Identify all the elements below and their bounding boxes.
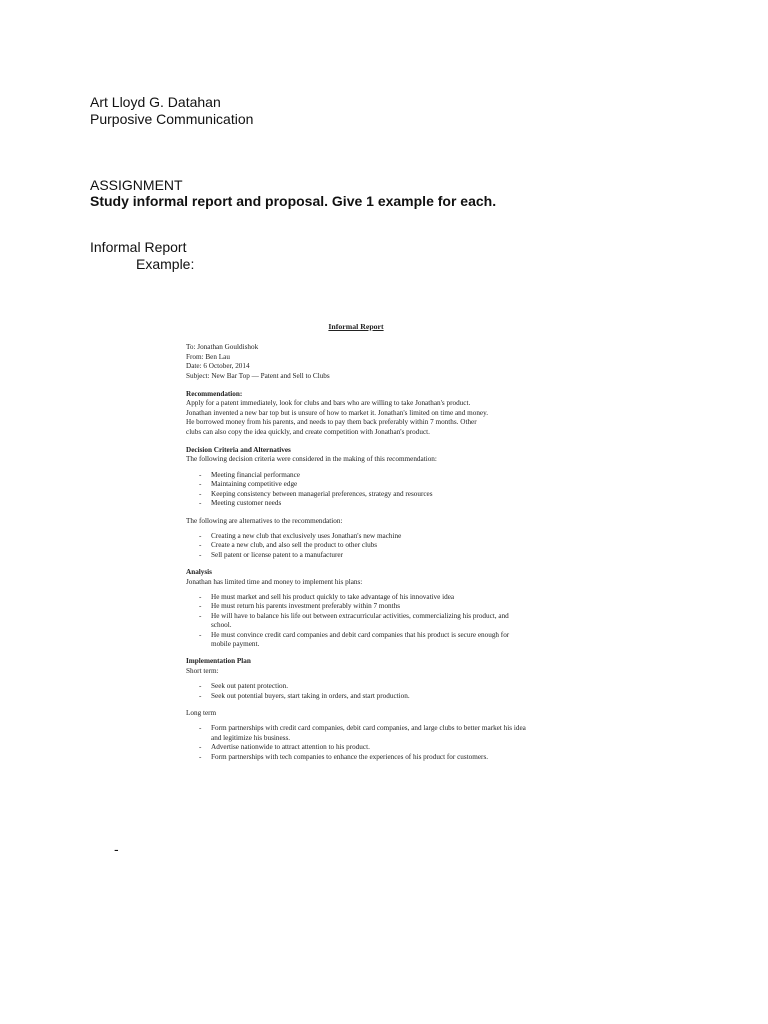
- list-item: - Meeting customer needs: [186, 499, 526, 508]
- analysis-heading: Analysis: [186, 568, 212, 577]
- list-item: - He will have to balance his life out between extracurricular activities, commercializing his product, and school.: [186, 612, 526, 631]
- long-term-list: [186, 724, 526, 762]
- alternatives-intro: The following are alternatives to the recommendation:: [186, 516, 343, 525]
- assignment-label: ASSIGNMENT: [90, 177, 183, 193]
- recommendation-line: He borrowed money from his parents, and needs to pay them back preferably within 7 months. Other: [186, 418, 477, 427]
- list-item: - He must market and sell his product quickly to take advantage of his innovative idea: [186, 593, 526, 602]
- embedded-report-image: [186, 322, 526, 770]
- assignment-task: Study informal report and proposal. Give 1 example for each.: [90, 193, 497, 209]
- memo-from: From: Ben Lau: [186, 352, 230, 361]
- list-item: - Advertise nationwide to attract attention to his product.: [186, 743, 526, 752]
- section-title: Informal Report: [90, 239, 187, 255]
- implementation-section: [186, 657, 526, 762]
- memo-header: [186, 343, 526, 381]
- recommendation-line: Jonathan invented a new bar top but is unsure of how to market it. Jonathan's limited on time and money.: [186, 408, 489, 417]
- memo-date: Date: 6 October, 2014: [186, 362, 250, 371]
- recommendation-line: Apply for a patent immediately, look for clubs and bars who are willing to take Jonathan's product.: [186, 399, 471, 408]
- analysis-intro: Jonathan has limited time and money to implement his plans:: [186, 577, 363, 586]
- short-term-label: Short term:: [186, 666, 219, 675]
- course-name: Purposive Communication: [90, 111, 254, 127]
- list-item: - He must return his parents investment preferably within 7 months: [186, 602, 526, 611]
- criteria-heading: Decision Criteria and Alternatives: [186, 446, 291, 455]
- list-item: - Meeting financial performance: [186, 471, 526, 480]
- list-item: - Maintaining competitive edge: [186, 480, 526, 489]
- list-item: - Seek out potential buyers, start taking in orders, and start production.: [186, 692, 526, 701]
- memo-subject: Subject: New Bar Top — Patent and Sell to Clubs: [186, 371, 330, 380]
- long-term-label: Long term: [186, 709, 217, 717]
- implementation-heading: Implementation Plan: [186, 657, 251, 666]
- recommendation-section: [186, 390, 526, 437]
- recommendation-line: clubs can also copy the idea quickly, and create competition with Jonathan's product.: [186, 427, 430, 436]
- criteria-intro: The following decision criteria were considered in the making of this recommendation:: [186, 455, 437, 464]
- analysis-section: [186, 568, 526, 649]
- list-item: - Keeping consistency between managerial preferences, strategy and resources: [186, 490, 526, 499]
- analysis-list: [186, 593, 526, 649]
- recommendation-heading: Recommendation:: [186, 390, 243, 399]
- list-item: - Creating a new club that exclusively uses Jonathan's new machine: [186, 532, 526, 541]
- short-term-list: [186, 682, 526, 701]
- memo-to: To: Jonathan Gouldishok: [186, 343, 259, 352]
- list-item: - Seek out patent protection.: [186, 682, 526, 691]
- criteria-list: [186, 471, 526, 509]
- example-label: Example:: [136, 256, 195, 272]
- list-item: - Create a new club, and also sell the product to other clubs: [186, 541, 526, 550]
- author-name: Art Lloyd G. Datahan: [90, 94, 221, 110]
- list-item: - Sell patent or license patent to a manufacturer: [186, 551, 526, 560]
- report-title: Informal Report: [328, 322, 384, 331]
- list-item: - Form partnerships with tech companies to enhance the experiences of his product for customers.: [186, 753, 526, 762]
- list-item: - Form partnerships with credit card companies, debit card companies, and large clubs to better market his idea and legitimize his business.: [186, 724, 526, 743]
- stray-dash: -: [114, 841, 119, 857]
- alternatives-list: [186, 532, 526, 560]
- criteria-section: [186, 446, 526, 560]
- list-item: - He must convince credit card companies and debit card companies that his product is secure enough for mobile payment.: [186, 631, 526, 650]
